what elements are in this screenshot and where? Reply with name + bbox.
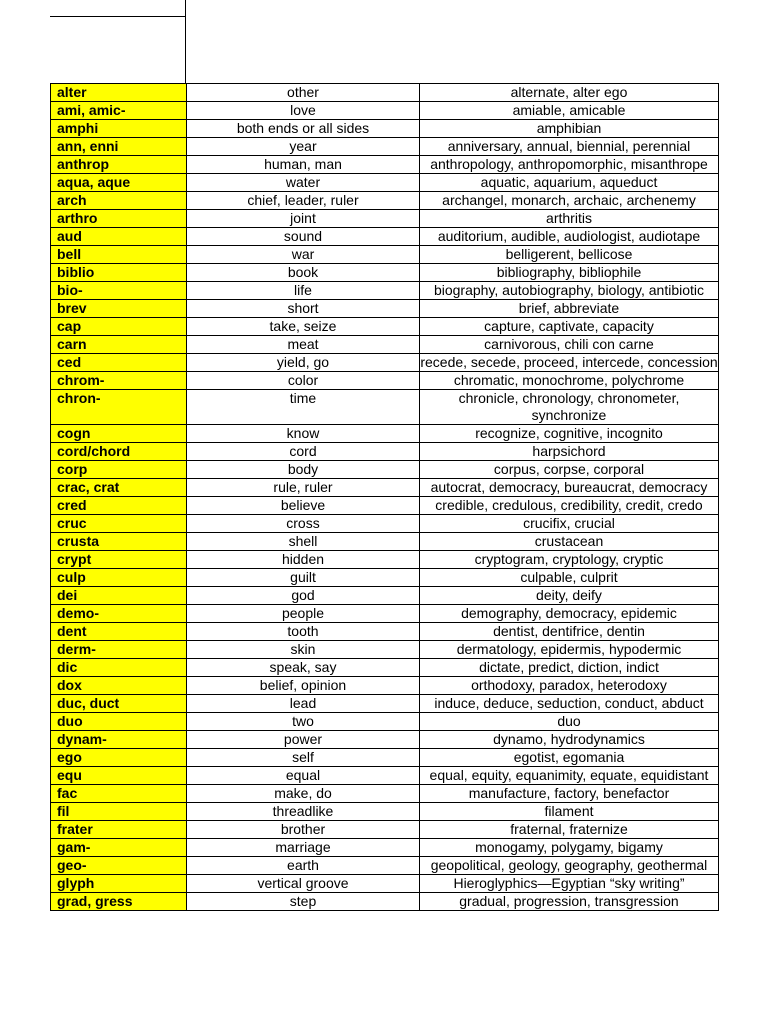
meaning-cell: yield, go (187, 354, 420, 372)
examples-cell: credible, credulous, credibility, credit, credo (420, 497, 719, 515)
root-cell: crac, crat (51, 479, 187, 497)
root-cell: dent (51, 623, 187, 641)
meaning-cell: both ends or all sides (187, 120, 420, 138)
examples-cell: capture, captivate, capacity (420, 318, 719, 336)
examples-cell: gradual, progression, transgression (420, 893, 719, 911)
meaning-cell: lead (187, 695, 420, 713)
examples-cell: chromatic, monochrome, polychrome (420, 372, 719, 390)
header-cell (50, 17, 186, 83)
root-cell: frater (51, 821, 187, 839)
examples-cell: bibliography, bibliophile (420, 264, 719, 282)
examples-cell: anniversary, annual, biennial, perennial (420, 138, 719, 156)
meaning-cell: hidden (187, 551, 420, 569)
root-cell: cogn (51, 425, 187, 443)
table-row (51, 677, 719, 695)
table-row (51, 767, 719, 785)
meaning-cell: marriage (187, 839, 420, 857)
root-cell: gam- (51, 839, 187, 857)
root-cell: crypt (51, 551, 187, 569)
table-row (51, 246, 719, 264)
examples-cell: crustacean (420, 533, 719, 551)
root-cell: glyph (51, 875, 187, 893)
root-cell: fac (51, 785, 187, 803)
meaning-cell: brother (187, 821, 420, 839)
root-cell: dic (51, 659, 187, 677)
root-cell: cred (51, 497, 187, 515)
table-row (51, 731, 719, 749)
table-row (51, 533, 719, 551)
table-row (51, 659, 719, 677)
root-cell: alter (51, 84, 187, 102)
meaning-cell: believe (187, 497, 420, 515)
root-cell: biblio (51, 264, 187, 282)
meaning-cell: cord (187, 443, 420, 461)
table-row (51, 228, 719, 246)
examples-cell: brief, abbreviate (420, 300, 719, 318)
examples-cell: egotist, egomania (420, 749, 719, 767)
meaning-cell: love (187, 102, 420, 120)
table-row (51, 803, 719, 821)
table-row (51, 443, 719, 461)
table-row (51, 192, 719, 210)
meaning-cell: belief, opinion (187, 677, 420, 695)
table-row (51, 605, 719, 623)
root-cell: cord/chord (51, 443, 187, 461)
table-row (51, 875, 719, 893)
root-cell: culp (51, 569, 187, 587)
meaning-cell: tooth (187, 623, 420, 641)
table-row (51, 138, 719, 156)
table-row (51, 569, 719, 587)
root-cell: cruc (51, 515, 187, 533)
root-cell: amphi (51, 120, 187, 138)
meaning-cell: guilt (187, 569, 420, 587)
examples-cell: dictate, predict, diction, indict (420, 659, 719, 677)
meaning-cell: water (187, 174, 420, 192)
meaning-cell: shell (187, 533, 420, 551)
examples-cell: dermatology, epidermis, hypodermic (420, 641, 719, 659)
examples-cell: alternate, alter ego (420, 84, 719, 102)
root-cell: equ (51, 767, 187, 785)
meaning-cell: body (187, 461, 420, 479)
table-row (51, 210, 719, 228)
meaning-cell: time (187, 390, 420, 425)
table-row (51, 587, 719, 605)
examples-cell: carnivorous, chili con carne (420, 336, 719, 354)
examples-cell: equal, equity, equanimity, equate, equidistant (420, 767, 719, 785)
root-cell: carn (51, 336, 187, 354)
meaning-cell: human, man (187, 156, 420, 174)
table-row (51, 390, 719, 425)
examples-cell: induce, deduce, seduction, conduct, abduct (420, 695, 719, 713)
examples-cell: cryptogram, cryptology, cryptic (420, 551, 719, 569)
examples-cell: dynamo, hydrodynamics (420, 731, 719, 749)
examples-cell: anthropology, anthropomorphic, misanthrope (420, 156, 719, 174)
meaning-cell: chief, leader, ruler (187, 192, 420, 210)
meaning-cell: cross (187, 515, 420, 533)
meaning-cell: rule, ruler (187, 479, 420, 497)
table-row (51, 156, 719, 174)
examples-cell: Hieroglyphics—Egyptian “sky writing” (420, 875, 719, 893)
examples-cell: orthodoxy, paradox, heterodoxy (420, 677, 719, 695)
root-cell: corp (51, 461, 187, 479)
examples-cell: filament (420, 803, 719, 821)
examples-cell: harpsichord (420, 443, 719, 461)
word-roots-table (50, 83, 719, 911)
table-row (51, 713, 719, 731)
meaning-cell: make, do (187, 785, 420, 803)
table-row (51, 264, 719, 282)
meaning-cell: other (187, 84, 420, 102)
table-row (51, 515, 719, 533)
root-cell: bell (51, 246, 187, 264)
table-row (51, 372, 719, 390)
root-cell: fil (51, 803, 187, 821)
examples-cell: deity, deify (420, 587, 719, 605)
root-cell: demo- (51, 605, 187, 623)
examples-cell: corpus, corpse, corporal (420, 461, 719, 479)
root-cell: chron- (51, 390, 187, 425)
table-row (51, 893, 719, 911)
examples-cell: autocrat, democracy, bureaucrat, democracy (420, 479, 719, 497)
table-row (51, 749, 719, 767)
root-cell: brev (51, 300, 187, 318)
meaning-cell: people (187, 605, 420, 623)
root-cell: dox (51, 677, 187, 695)
table-row (51, 318, 719, 336)
table-row (51, 84, 719, 102)
examples-cell: amphibian (420, 120, 719, 138)
meaning-cell: self (187, 749, 420, 767)
examples-cell: monogamy, polygamy, bigamy (420, 839, 719, 857)
meaning-cell: year (187, 138, 420, 156)
examples-cell: arthritis (420, 210, 719, 228)
root-cell: ann, enni (51, 138, 187, 156)
meaning-cell: short (187, 300, 420, 318)
root-cell: derm- (51, 641, 187, 659)
meaning-cell: joint (187, 210, 420, 228)
examples-cell: demography, democracy, epidemic (420, 605, 719, 623)
root-cell: aud (51, 228, 187, 246)
meaning-cell: earth (187, 857, 420, 875)
table-row (51, 623, 719, 641)
header-cell-top (50, 0, 186, 17)
examples-cell: duo (420, 713, 719, 731)
root-cell: ami, amic- (51, 102, 187, 120)
table-row (51, 300, 719, 318)
table-row (51, 336, 719, 354)
root-cell: arch (51, 192, 187, 210)
examples-cell: recede, secede, proceed, intercede, concession (420, 354, 718, 370)
meaning-cell: equal (187, 767, 420, 785)
meaning-cell: skin (187, 641, 420, 659)
table-row (51, 551, 719, 569)
root-cell: duo (51, 713, 187, 731)
table-row (51, 821, 719, 839)
table-row (51, 282, 719, 300)
examples-cell: recognize, cognitive, incognito (420, 425, 719, 443)
examples-cell: chronicle, chronology, chronometer, synchronize (420, 390, 719, 425)
meaning-cell: speak, say (187, 659, 420, 677)
examples-cell: amiable, amicable (420, 102, 719, 120)
table-row (51, 785, 719, 803)
meaning-cell: war (187, 246, 420, 264)
root-cell: arthro (51, 210, 187, 228)
root-cell: anthrop (51, 156, 187, 174)
root-cell: grad, gress (51, 893, 187, 911)
meaning-cell: god (187, 587, 420, 605)
examples-cell: auditorium, audible, audiologist, audiotape (420, 228, 719, 246)
table-row (51, 857, 719, 875)
root-cell: crusta (51, 533, 187, 551)
table-row (51, 839, 719, 857)
meaning-cell: power (187, 731, 420, 749)
examples-cell: aquatic, aquarium, aqueduct (420, 174, 719, 192)
table-row (51, 120, 719, 138)
table-row (51, 641, 719, 659)
meaning-cell: threadlike (187, 803, 420, 821)
root-cell: duc, duct (51, 695, 187, 713)
root-cell: chrom- (51, 372, 187, 390)
table-row (51, 695, 719, 713)
examples-cell: geopolitical, geology, geography, geothermal (420, 857, 719, 875)
examples-cell: archangel, monarch, archaic, archenemy (420, 192, 719, 210)
meaning-cell: step (187, 893, 420, 911)
examples-cell: manufacture, factory, benefactor (420, 785, 719, 803)
table-row (51, 425, 719, 443)
word-roots-table-body (51, 84, 719, 911)
table-row (51, 497, 719, 515)
meaning-cell: life (187, 282, 420, 300)
meaning-cell: sound (187, 228, 420, 246)
root-cell: dei (51, 587, 187, 605)
meaning-cell: book (187, 264, 420, 282)
table-row (51, 461, 719, 479)
meaning-cell: two (187, 713, 420, 731)
table-row (51, 479, 719, 497)
examples-cell: dentist, dentifrice, dentin (420, 623, 719, 641)
examples-cell: biography, autobiography, biology, antibiotic (420, 282, 719, 300)
examples-cell: belligerent, bellicose (420, 246, 719, 264)
root-cell: bio- (51, 282, 187, 300)
meaning-cell: meat (187, 336, 420, 354)
examples-cell: crucifix, crucial (420, 515, 719, 533)
root-cell: aqua, aque (51, 174, 187, 192)
meaning-cell: color (187, 372, 420, 390)
root-cell: cap (51, 318, 187, 336)
meaning-cell: know (187, 425, 420, 443)
meaning-cell: vertical groove (187, 875, 420, 893)
table-row (51, 354, 719, 372)
root-cell: ego (51, 749, 187, 767)
root-cell: ced (51, 354, 187, 372)
table-row (51, 174, 719, 192)
examples-cell: culpable, culprit (420, 569, 719, 587)
examples-cell: fraternal, fraternize (420, 821, 719, 839)
table-row (51, 102, 719, 120)
meaning-cell: take, seize (187, 318, 420, 336)
root-cell: geo- (51, 857, 187, 875)
root-cell: dynam- (51, 731, 187, 749)
